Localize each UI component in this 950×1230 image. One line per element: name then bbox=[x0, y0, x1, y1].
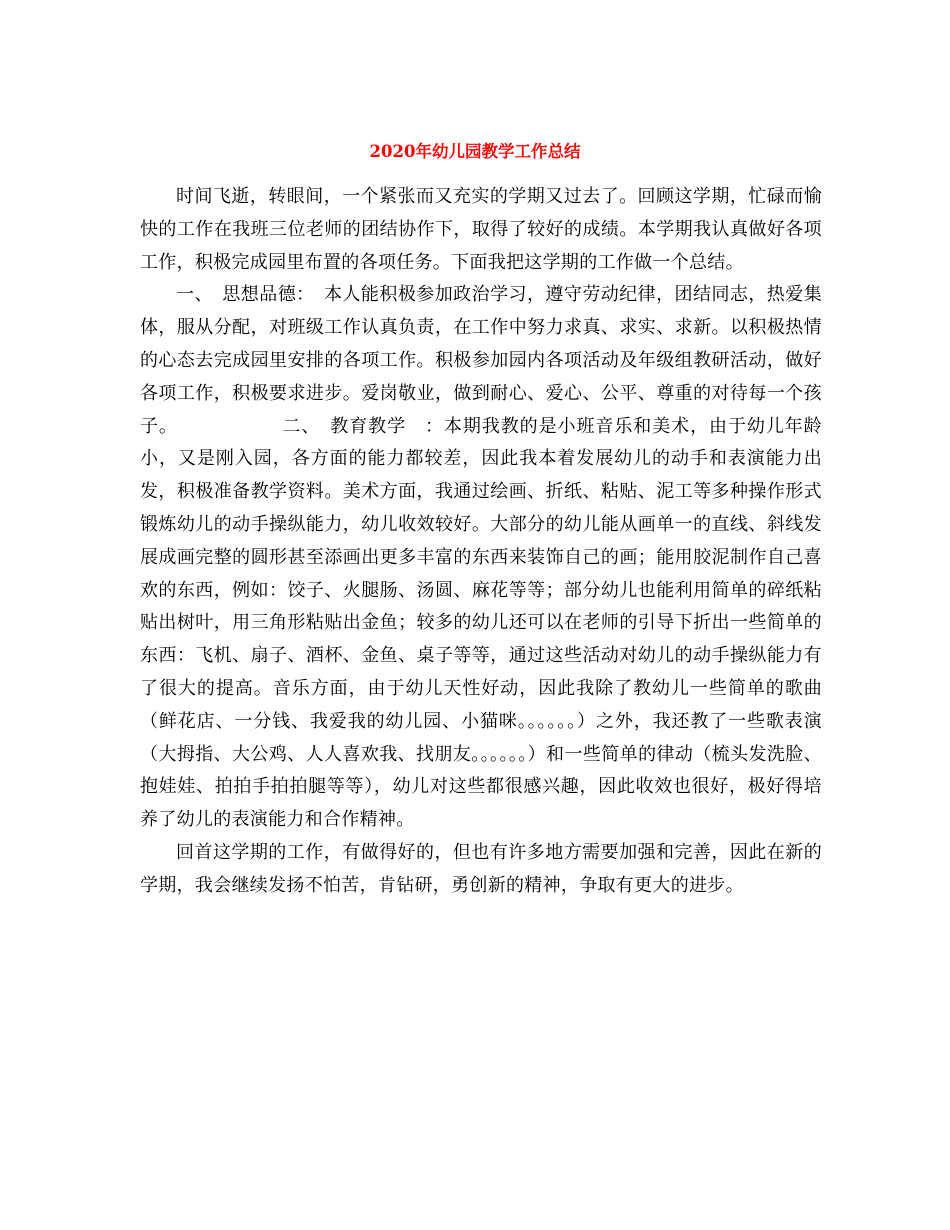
paragraph-main: 一、 思想品德： 本人能积极参加政治学习，遵守劳动纪律，团结同志，热爱集体，服从分配，对班级工作认真负责，在工作中努力求真、求实、求新。以积极热情的心态去完成园里安排的各项工作。积极参加园内各项活动及年级组教研活动，做好各项工作，积极要求进步。爱岗敬业，做到耐心、爱心、公平、尊重的对待每一个孩子。 二、 教育教学 ：本期我教的是小班音乐和美术，由于幼儿年龄小，又是刚入园，各方面的能力都较差，因此我本着发展幼儿的动手和表演能力出发，积极准备教学资料。美术方面，我通过绘画、折纸、粘贴、泥工等多种操作形式锻炼幼儿的动手操纵能力，幼儿收效较好。大部分的幼儿能从画单一的直线、斜线发展成画完整的圆形甚至添画出更多丰富的东西来装饰自己的画；能用胶泥制作自己喜欢的东西，例如：饺子、火腿肠、汤圆、麻花等等；部分幼儿也能利用简单的碎纸粘贴出树叶，用三角形粘贴出金鱼；较多的幼儿还可以在老师的引导下折出一些简单的东西：飞机、扇子、酒杯、金鱼、桌子等等，通过这些活动对幼儿的动手操纵能力有了很大的提高。音乐方面，由于幼儿天性好动，因此我除了教幼儿一些简单的歌曲（鲜花店、一分钱、我爱我的幼儿园、小猫咪。。。。。。）之外，我还教了一些歌表演（大拇指、大公鸡、人人喜欢我、找朋友。。。。。。）和一些简单的律动（梳头发洗脸、抱娃娃、拍拍手拍拍腿等等），幼儿对这些都很感兴趣，因此收效也很好，极好得培养了幼儿的表演能力和合作精神。 bbox=[140, 284, 822, 831]
document-body bbox=[140, 181, 822, 903]
paragraph-intro: 时间飞逝，转眼间，一个紧张而又充实的学期又过去了。回顾这学期，忙碌而愉快的工作在我班三位老师的团结协作下，取得了较好的成绩。本学期我认真做好各项工作，积极完成园里布置的各项任务。下面我把这学期的工作做一个总结。 bbox=[140, 186, 822, 273]
document-title: 2020年幼儿园教学工作总结 bbox=[369, 142, 581, 161]
paragraph-conclusion: 回首这学期的工作，有做得好的，但也有许多地方需要加强和完善，因此在新的学期，我会继续发扬不怕苦，肯钻研，勇创新的精神，争取有更大的进步。 bbox=[140, 841, 822, 896]
